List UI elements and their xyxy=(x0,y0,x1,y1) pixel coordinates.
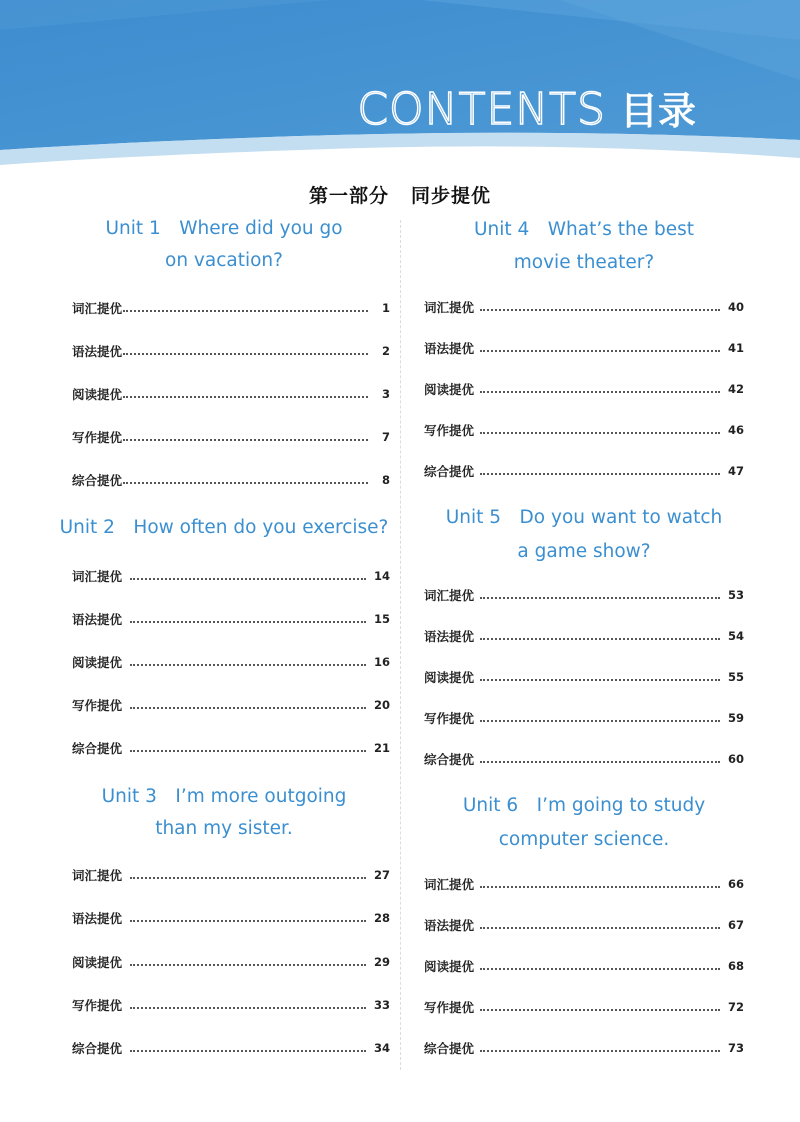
entry-page: 14 xyxy=(373,569,390,583)
entry-label: 语法提优 xyxy=(424,629,475,644)
entry-page: 1 xyxy=(381,301,390,315)
entry-page: 55 xyxy=(727,670,744,684)
entry-page: 2 xyxy=(381,344,390,358)
toc-entry[interactable] xyxy=(424,297,744,317)
entry-label: 语法提优 xyxy=(72,612,123,627)
entry-label: 词汇提优 xyxy=(72,868,123,883)
toc-entry[interactable] xyxy=(72,1038,390,1058)
entry-label: 综合提优 xyxy=(424,464,475,479)
entry-page: 3 xyxy=(381,387,390,401)
leader-dots xyxy=(480,309,720,311)
toc-entry[interactable] xyxy=(72,652,390,672)
contents-word: CONTENTS xyxy=(357,84,606,135)
leader-dots xyxy=(123,310,368,312)
entry-page: 68 xyxy=(727,959,744,973)
entry-label: 语法提优 xyxy=(424,918,475,933)
toc-entry[interactable] xyxy=(424,956,744,976)
entry-page: 72 xyxy=(727,1000,744,1014)
entry-label: 语法提优 xyxy=(72,911,123,926)
unit-title-line2: computer science. xyxy=(498,829,670,850)
toc-entry[interactable] xyxy=(72,470,390,490)
entry-page: 42 xyxy=(727,382,744,396)
entry-page: 21 xyxy=(373,741,390,755)
leader-dots xyxy=(130,750,366,752)
toc-entry[interactable] xyxy=(72,341,390,361)
entry-label: 阅读提优 xyxy=(72,655,123,670)
unit-6-title[interactable] xyxy=(424,789,744,857)
unit-title-line1: Unit 5 Do you want to watch xyxy=(445,507,723,528)
entry-page: 46 xyxy=(727,423,744,437)
toc-entry[interactable] xyxy=(424,874,744,894)
toc-entry[interactable] xyxy=(72,738,390,758)
unit-3-title[interactable] xyxy=(58,781,390,845)
toc-entry[interactable] xyxy=(424,585,744,605)
entry-page: 20 xyxy=(373,698,390,712)
unit-title-line2: a game show? xyxy=(517,541,651,562)
leader-dots xyxy=(123,439,368,441)
leader-dots xyxy=(480,886,720,888)
toc-entry[interactable] xyxy=(72,609,390,629)
part-label: 第一部分 xyxy=(308,185,389,207)
leader-dots xyxy=(130,664,366,666)
leader-dots xyxy=(480,927,720,929)
toc-entry[interactable] xyxy=(72,566,390,586)
toc-entry[interactable] xyxy=(72,695,390,715)
entry-label: 写作提优 xyxy=(72,430,123,445)
leader-dots xyxy=(480,720,720,722)
leader-dots xyxy=(130,920,366,922)
entry-page: 73 xyxy=(727,1041,744,1055)
leader-dots xyxy=(123,396,368,398)
unit-title-line2: on vacation? xyxy=(165,250,283,271)
column-divider xyxy=(400,220,401,1070)
entry-label: 写作提优 xyxy=(424,423,475,438)
entry-label: 阅读提优 xyxy=(72,387,123,402)
entry-page: 47 xyxy=(727,464,744,478)
leader-dots xyxy=(480,432,720,434)
toc-entry[interactable] xyxy=(72,384,390,404)
contents-heading xyxy=(357,80,696,135)
leader-dots xyxy=(130,877,366,879)
entry-label: 词汇提优 xyxy=(424,877,475,892)
entry-label: 写作提优 xyxy=(72,998,123,1013)
entry-label: 阅读提优 xyxy=(424,382,475,397)
toc-entry[interactable] xyxy=(424,915,744,935)
toc-entry[interactable] xyxy=(72,865,390,885)
toc-entry[interactable] xyxy=(72,908,390,928)
toc-entry[interactable] xyxy=(424,997,744,1017)
entry-label: 综合提优 xyxy=(72,1041,123,1056)
entry-label: 综合提优 xyxy=(424,1041,475,1056)
entry-label: 综合提优 xyxy=(72,473,123,488)
unit-4-title[interactable] xyxy=(424,213,744,279)
entry-label: 阅读提优 xyxy=(72,955,123,970)
toc-entry[interactable] xyxy=(424,338,744,358)
entry-page: 33 xyxy=(373,998,390,1012)
unit-title-line1: Unit 1 Where did you go xyxy=(105,218,343,239)
entry-page: 53 xyxy=(727,588,744,602)
leader-dots xyxy=(130,964,366,966)
toc-entry[interactable] xyxy=(424,708,744,728)
leader-dots xyxy=(123,482,368,484)
unit-5-title[interactable] xyxy=(424,501,744,569)
part-name: 同步提优 xyxy=(411,185,492,207)
entry-page: 67 xyxy=(727,918,744,932)
leader-dots xyxy=(480,391,720,393)
toc-entry[interactable] xyxy=(424,461,744,481)
entry-page: 41 xyxy=(727,341,744,355)
leader-dots xyxy=(480,968,720,970)
entry-page: 60 xyxy=(727,752,744,766)
mulu-word: 目录 xyxy=(619,89,696,133)
part-title xyxy=(0,181,800,208)
entry-label: 词汇提优 xyxy=(72,569,123,584)
unit-title-line1: Unit 3 I’m more outgoing xyxy=(101,786,347,807)
unit-title-line1: Unit 6 I’m going to study xyxy=(462,795,706,816)
toc-entry[interactable] xyxy=(424,379,744,399)
leader-dots xyxy=(130,621,366,623)
leader-dots xyxy=(130,1050,366,1052)
leader-dots xyxy=(480,638,720,640)
toc-entry[interactable] xyxy=(424,420,744,440)
leader-dots xyxy=(480,1009,720,1011)
leader-dots xyxy=(480,1050,720,1052)
leader-dots xyxy=(130,1007,366,1009)
entry-label: 语法提优 xyxy=(72,344,123,359)
unit-title-line2: movie theater? xyxy=(513,252,655,273)
entry-label: 词汇提优 xyxy=(424,588,475,603)
entry-page: 29 xyxy=(373,955,390,969)
entry-page: 59 xyxy=(727,711,744,725)
toc-entry[interactable] xyxy=(424,626,744,646)
unit-1-title[interactable] xyxy=(58,213,390,277)
toc-entry[interactable] xyxy=(72,427,390,447)
entry-page: 7 xyxy=(381,430,390,444)
entry-page: 40 xyxy=(727,300,744,314)
entry-label: 综合提优 xyxy=(424,752,475,767)
toc-entry[interactable] xyxy=(72,995,390,1015)
entry-label: 词汇提优 xyxy=(72,301,123,316)
leader-dots xyxy=(130,578,366,580)
header-banner xyxy=(0,0,800,165)
entry-label: 写作提优 xyxy=(424,711,475,726)
leader-dots xyxy=(130,707,366,709)
entry-label: 阅读提优 xyxy=(424,670,475,685)
entry-page: 8 xyxy=(381,473,390,487)
entry-page: 54 xyxy=(727,629,744,643)
entry-label: 综合提优 xyxy=(72,741,123,756)
entry-label: 阅读提优 xyxy=(424,959,475,974)
entry-page: 34 xyxy=(373,1041,390,1055)
entry-label: 词汇提优 xyxy=(424,300,475,315)
entry-label: 写作提优 xyxy=(72,698,123,713)
leader-dots xyxy=(480,597,720,599)
leader-dots xyxy=(480,679,720,681)
entry-page: 16 xyxy=(373,655,390,669)
leader-dots xyxy=(480,350,720,352)
entry-page: 66 xyxy=(727,877,744,891)
toc-entry[interactable] xyxy=(72,298,390,318)
unit-title-line1: Unit 4 What’s the best xyxy=(473,219,695,240)
entry-label: 语法提优 xyxy=(424,341,475,356)
toc-entry[interactable] xyxy=(72,952,390,972)
toc-entry[interactable] xyxy=(424,749,744,769)
entry-page: 28 xyxy=(373,911,390,925)
unit-title-line1: Unit 2 How often do you exercise? xyxy=(59,517,389,538)
unit-title-line2: than my sister. xyxy=(155,818,293,839)
unit-2-title[interactable] xyxy=(50,512,398,544)
leader-dots xyxy=(480,473,720,475)
entry-page: 15 xyxy=(373,612,390,626)
leader-dots xyxy=(123,353,368,355)
toc-entry[interactable] xyxy=(424,667,744,687)
leader-dots xyxy=(480,761,720,763)
toc-entry[interactable] xyxy=(424,1038,744,1058)
entry-label: 写作提优 xyxy=(424,1000,475,1015)
entry-page: 27 xyxy=(373,868,390,882)
